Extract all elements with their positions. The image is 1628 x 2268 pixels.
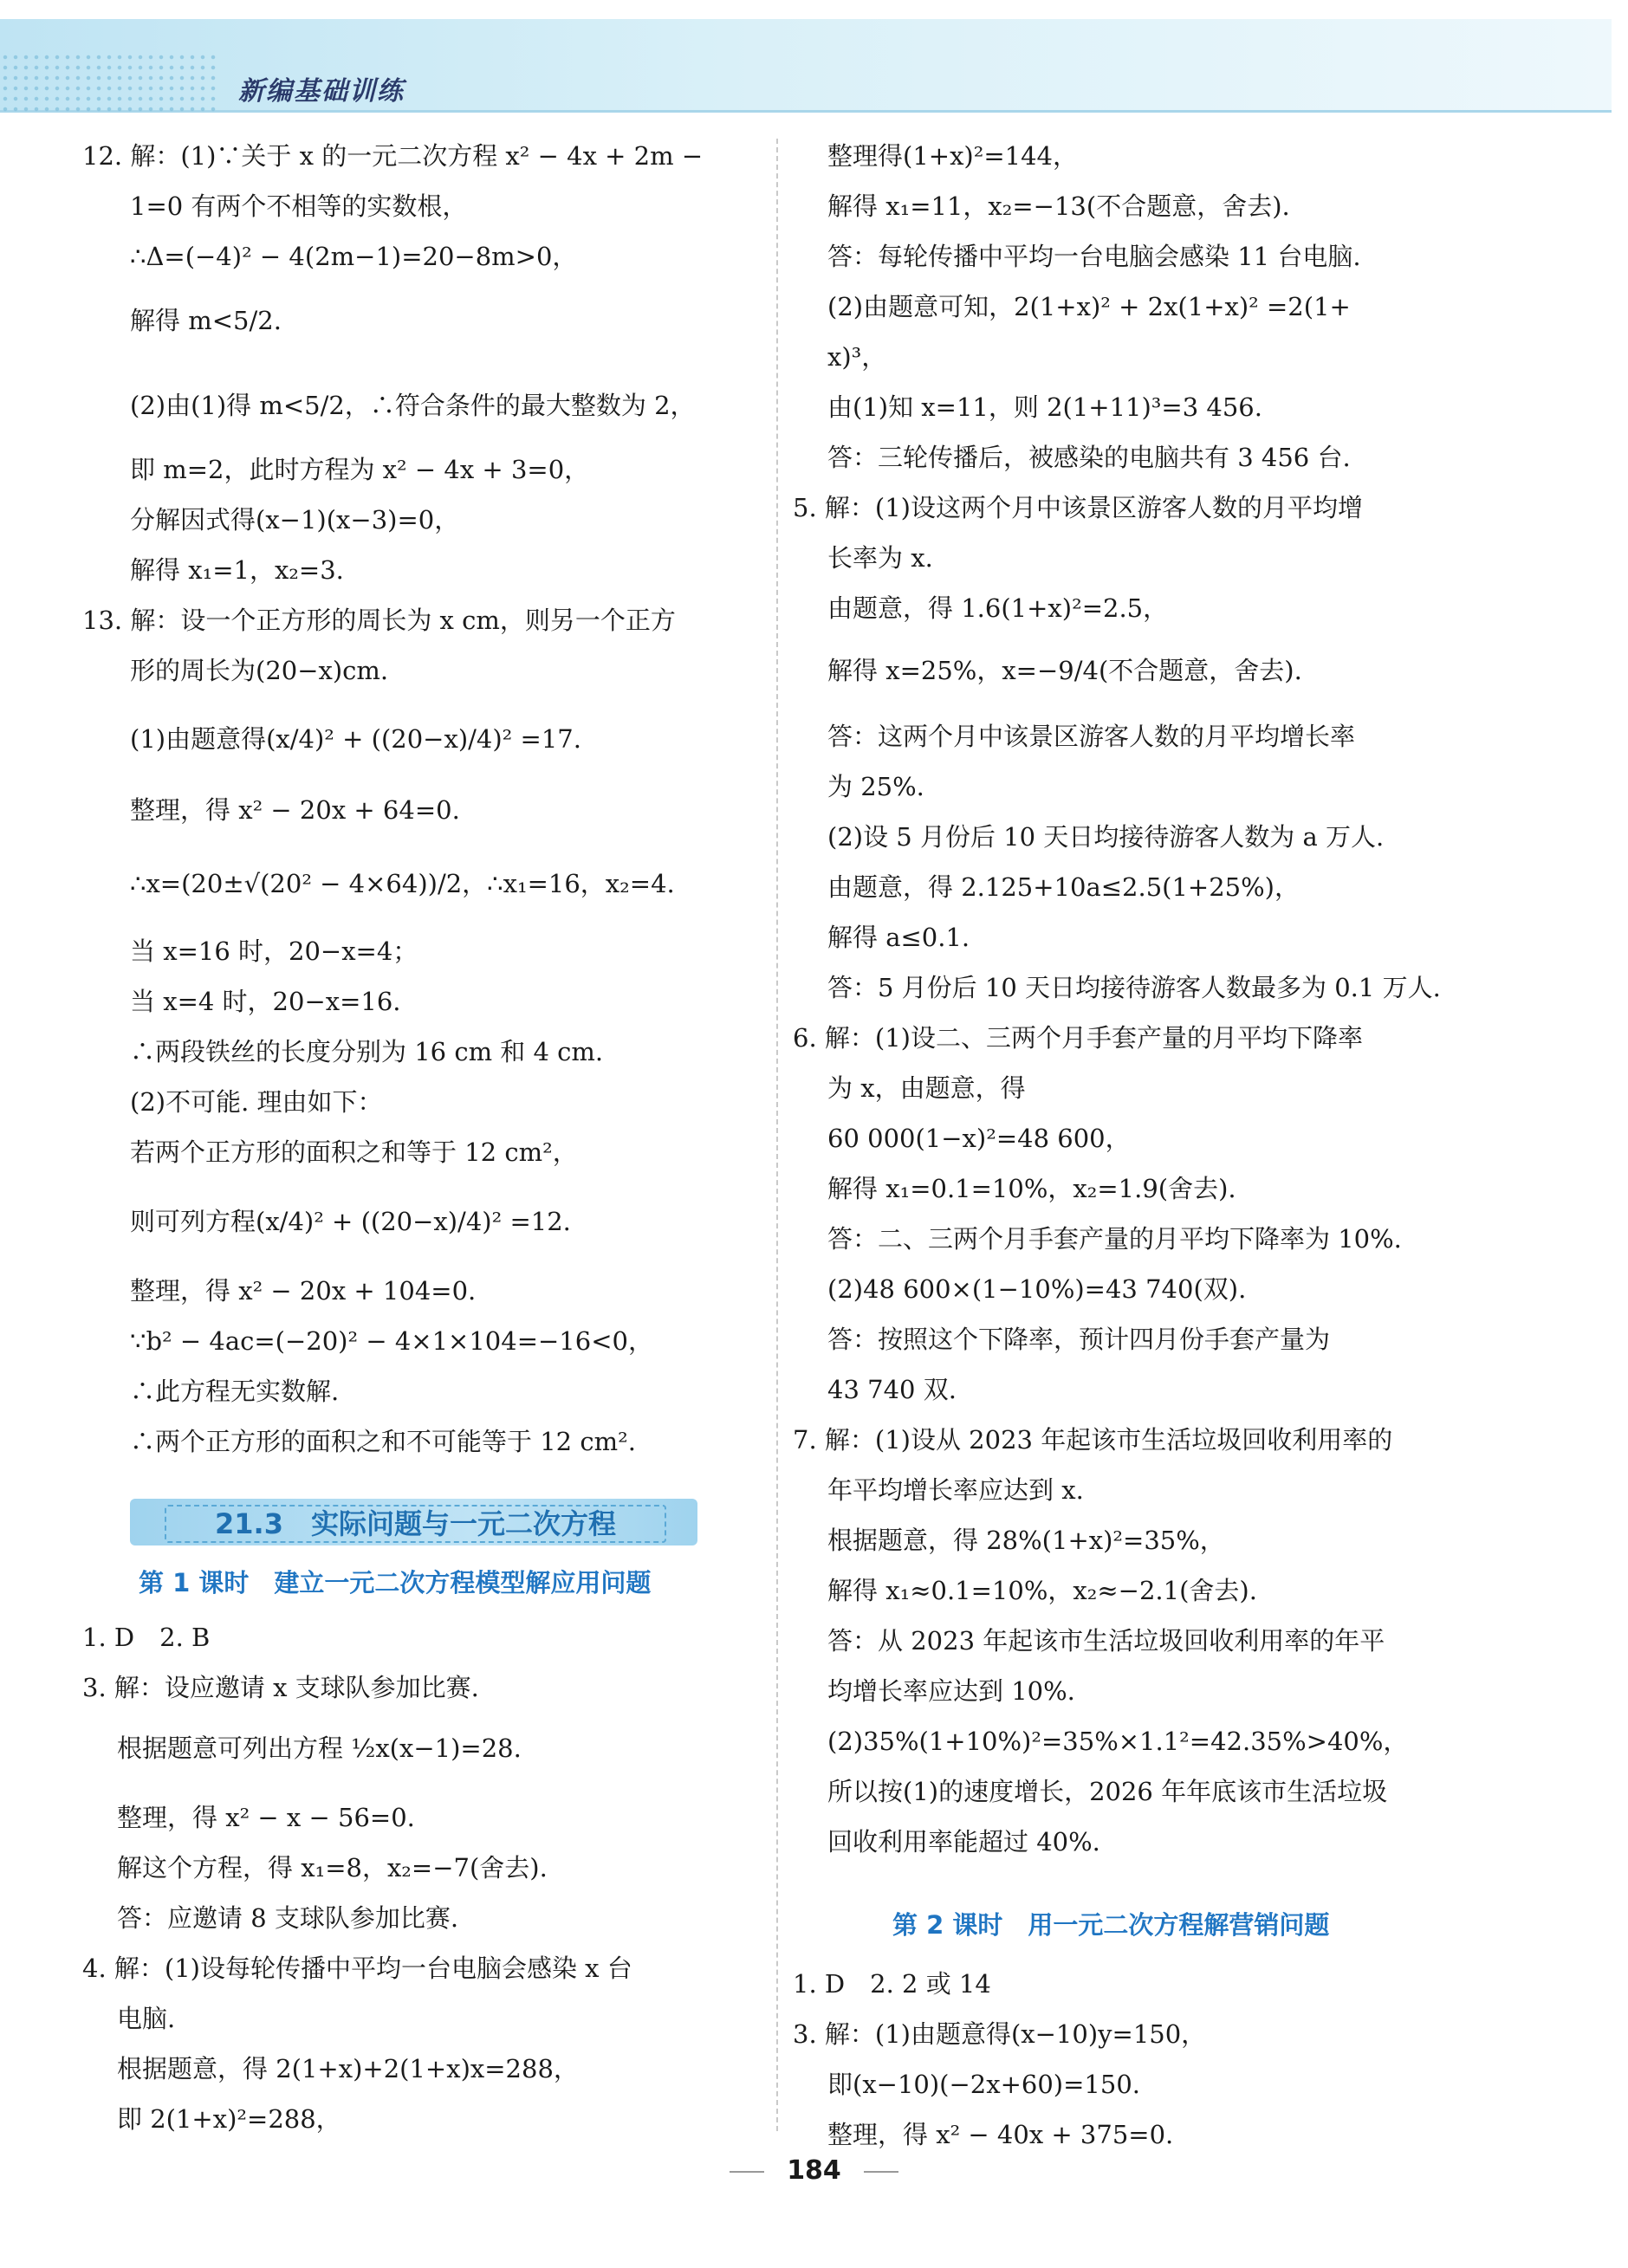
text-line: 5. 解：(1)设这两个月中该景区游客人数的月平均增 <box>793 493 1363 522</box>
text-line: 43 740 双. <box>827 1375 957 1404</box>
text-line: 回收利用率能超过 40%. <box>827 1827 1100 1857</box>
text-line: 分解因式得(x−1)(x−3)=0， <box>130 505 460 535</box>
text-line: 若两个正方形的面积之和等于 12 cm²， <box>130 1137 578 1167</box>
text-line: ∴两段铁丝的长度分别为 16 cm 和 4 cm. <box>130 1037 604 1066</box>
text-line: 年平均增长率应达到 x. <box>827 1475 1084 1505</box>
section-banner <box>130 1499 697 1545</box>
text-line: 均增长率应达到 10%. <box>827 1676 1075 1706</box>
text-line: 电脑. <box>117 2004 176 2033</box>
header-dots-decoration <box>0 52 217 113</box>
text-line: 即 2(1+x)²=288， <box>117 2104 341 2134</box>
text-line: 答：5 月份后 10 天日均接待游客人数最多为 0.1 万人. <box>827 973 1441 1002</box>
text-line: x)³， <box>827 342 887 372</box>
text-line: 由(1)知 x=11，则 2(1+11)³=3 456. <box>827 392 1262 422</box>
text-line: 根据题意，得 2(1+x)+2(1+x)x=288， <box>117 2054 579 2083</box>
text-line: ∴两个正方形的面积之和不可能等于 12 cm². <box>130 1427 636 1456</box>
text-line: ∴此方程无实数解. <box>130 1377 340 1406</box>
text-line: 7. 解：(1)设从 2023 年起该市生活垃圾回收利用率的 <box>793 1425 1393 1455</box>
text-line: ∵b² − 4ac=(−20)² − 4×1×104=−16<0， <box>130 1326 653 1356</box>
text-line: 解得 x₁≈0.1=10%，x₂≈−2.1(舍去). <box>827 1576 1257 1605</box>
text-line: 解得 m<5/2. <box>130 306 282 335</box>
text-line: 答：每轮传播中平均一台电脑会感染 11 台电脑. <box>827 242 1361 271</box>
text-line: 解这个方程，得 x₁=8，x₂=−7(舍去). <box>117 1853 548 1882</box>
section-banner-title: 21.3 实际问题与一元二次方程 <box>165 1505 666 1543</box>
text-line: 解得 x₁=1，x₂=3. <box>130 555 344 585</box>
text-line: ∴x=(20±√(20² − 4×64))/2，∴x₁=16，x₂=4. <box>130 869 675 898</box>
text-line: 答：从 2023 年起该市生活垃圾回收利用率的年平 <box>827 1626 1385 1656</box>
text-line: 由题意，得 2.125+10a≤2.5(1+25%)， <box>827 872 1300 902</box>
text-line: 当 x=16 时，20−x=4； <box>130 936 418 966</box>
text-line: 为 x，由题意，得 <box>827 1073 1026 1103</box>
text-line: 解得 x₁=11，x₂=−13(不合题意，舍去). <box>827 191 1290 221</box>
text-line: 当 x=4 时，20−x=16. <box>130 987 401 1016</box>
text-line: (2)35%(1+10%)²=35%×1.1²=42.35%>40%， <box>827 1727 1409 1756</box>
text-line: 整理，得 x² − 20x + 64=0. <box>130 795 460 825</box>
header-title: 新编基础训练 <box>238 76 405 107</box>
text-line: 为 25%. <box>827 772 924 801</box>
text-line: 答：按照这个下降率，预计四月份手套产量为 <box>827 1325 1331 1354</box>
text-line: (2)由题意可知，2(1+x)² + 2x(1+x)² =2(1+ <box>827 292 1351 321</box>
text-line: (2)不可能. 理由如下： <box>130 1087 383 1117</box>
text-line: 形的周长为(20−x)cm. <box>130 656 389 685</box>
lesson-title: 第 2 课时 用一元二次方程解营销问题 <box>892 1910 1330 1940</box>
text-line: 根据题意，得 28%(1+x)²=35%， <box>827 1526 1225 1555</box>
text-line: 长率为 x. <box>827 543 933 573</box>
text-line: 解得 x₁=0.1=10%，x₂=1.9(舍去). <box>827 1174 1236 1203</box>
text-line: 12. 解：(1)∵关于 x 的一元二次方程 x² − 4x + 2m − <box>82 141 704 171</box>
text-line: 1. D 2. B <box>82 1623 211 1652</box>
text-line: 解得 a≤0.1. <box>827 923 970 952</box>
page-number-dash-left <box>730 2171 764 2173</box>
text-line: 则可列方程(x/4)² + ((20−x)/4)² =12. <box>130 1207 571 1236</box>
text-line: 3. 解：(1)由题意得(x−10)y=150， <box>793 2019 1207 2049</box>
lesson-title: 第 1 课时 建立一元二次方程模型解应用问题 <box>139 1568 652 1597</box>
text-line: 4. 解：(1)设每轮传播中平均一台电脑会感染 x 台 <box>82 1954 632 1983</box>
text-line: 答：二、三两个月手套产量的月平均下降率为 10%. <box>827 1224 1402 1254</box>
text-line: 整理，得 x² − 40x + 375=0. <box>827 2120 1174 2149</box>
text-line: 即(x−10)(−2x+60)=150. <box>827 2070 1140 2099</box>
text-line: 即 m=2，此时方程为 x² − 4x + 3=0， <box>130 455 590 484</box>
text-line: 整理得(1+x)²=144， <box>827 141 1079 171</box>
text-line: 答：应邀请 8 支球队参加比赛. <box>117 1903 459 1933</box>
text-line: 60 000(1−x)²=48 600， <box>827 1124 1131 1153</box>
text-line: 答：三轮传播后，被感染的电脑共有 3 456 台. <box>827 443 1351 472</box>
page-number-value: 184 <box>787 2155 841 2186</box>
text-line: 由题意，得 1.6(1+x)²=2.5， <box>827 593 1169 623</box>
text-line: ∴Δ=(−4)² − 4(2m−1)=20−8m>0， <box>130 242 578 271</box>
text-line: 答：这两个月中该景区游客人数的月平均增长率 <box>827 722 1356 751</box>
text-line: (1)由题意得(x/4)² + ((20−x)/4)² =17. <box>130 724 581 754</box>
text-line: (2)由(1)得 m<5/2，∴符合条件的最大整数为 2， <box>130 391 696 420</box>
page-number <box>0 2155 1628 2186</box>
text-line: 根据题意可列出方程 ½x(x−1)=28. <box>117 1733 522 1763</box>
text-line: 3. 解：设应邀请 x 支球队参加比赛. <box>82 1673 479 1702</box>
text-line: 6. 解：(1)设二、三两个月手套产量的月平均下降率 <box>793 1023 1363 1053</box>
text-line: 整理，得 x² − x − 56=0. <box>117 1803 415 1832</box>
text-line: 整理，得 x² − 20x + 104=0. <box>130 1276 477 1306</box>
text-line: (2)设 5 月份后 10 天日均接待游客人数为 a 万人. <box>827 822 1385 852</box>
text-line: 1=0 有两个不相等的实数根， <box>130 191 468 221</box>
text-line: (2)48 600×(1−10%)=43 740(双). <box>827 1274 1247 1304</box>
page-number-dash-right <box>864 2171 898 2173</box>
text-line: 13. 解：设一个正方形的周长为 x cm，则另一个正方 <box>82 606 676 635</box>
text-line: 1. D 2. 2 或 14 <box>793 1969 991 1999</box>
column-divider <box>776 139 778 2131</box>
text-line: 解得 x=25%，x=−9/4(不合题意，舍去). <box>827 656 1302 685</box>
text-line: 所以按(1)的速度增长，2026 年年底该市生活垃圾 <box>827 1777 1388 1806</box>
